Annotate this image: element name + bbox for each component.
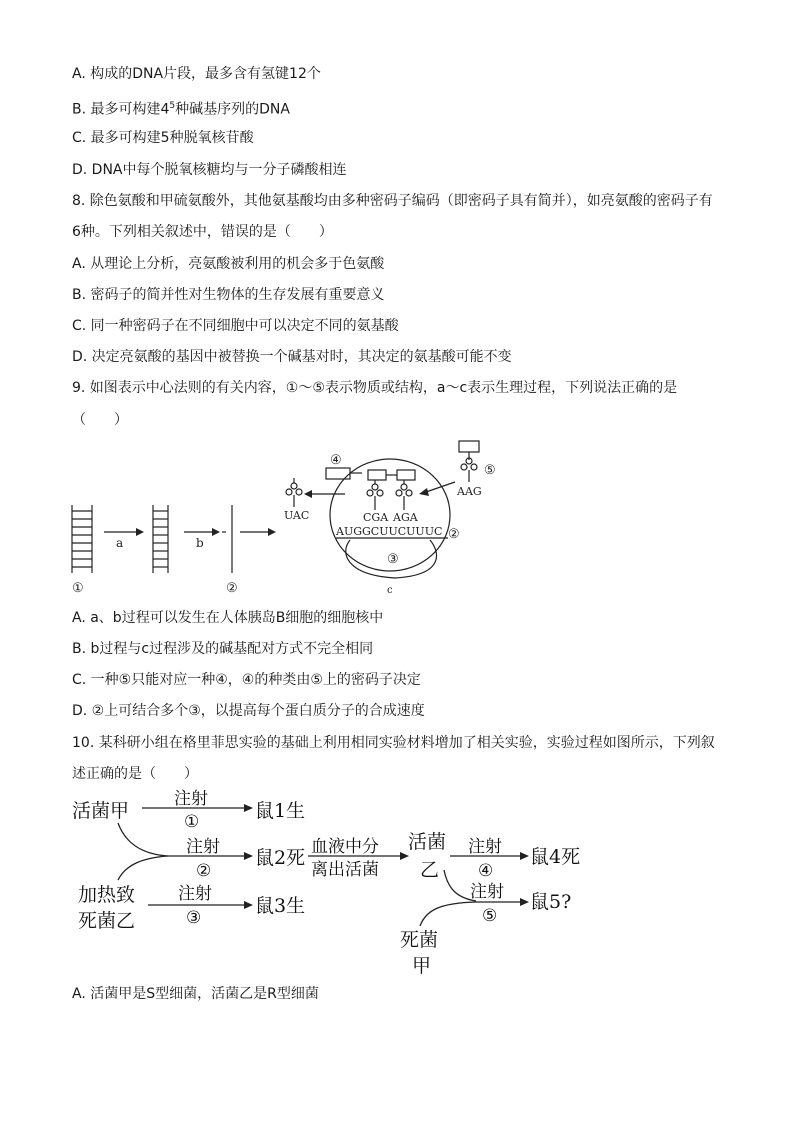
fig10-step-2: ② xyxy=(196,861,212,881)
fig10-inject-3: 注射 xyxy=(178,884,212,904)
fig10-dead-a-line2: 甲 xyxy=(412,955,432,977)
q8-option-d: D. 决定亮氨酸的基因中被替换一个碱基对时，其决定的氨基酸可能不变 xyxy=(72,349,512,365)
fig9-label-3: ③ xyxy=(387,552,399,567)
q7-option-b-post: 种碱基序列的DNA xyxy=(175,101,290,118)
fig10-step-4: ④ xyxy=(478,861,494,881)
q7-option-b-pre: B. 最多可构建4 xyxy=(72,101,170,118)
fig9-process-b: b xyxy=(196,536,204,550)
q9-option-d: D. ②上可结合多个③，以提高每个蛋白质分子的合成速度 xyxy=(72,703,425,719)
q8-option-b: B. 密码子的简并性对生物体的生存发展有重要意义 xyxy=(72,287,385,303)
q10-stem-line1: 10. 某科研小组在格里菲思实验的基础上利用相同实验材料增加了相关实验，实验过程如图所示，下列叙 xyxy=(72,735,715,751)
fig10-live-b-line1: 活菌 xyxy=(408,831,447,853)
fig9-label-2: ② xyxy=(226,581,238,596)
fig10-step-3: ③ xyxy=(186,908,202,928)
q9-stem-line1: 9. 如图表示中心法则的有关内容，①～⑤表示物质或结构，a～c表示生理过程，下列说法正确的是 xyxy=(72,380,678,396)
fig10-inject-5: 注射 xyxy=(470,882,504,902)
fig9-process-c: c xyxy=(387,585,393,596)
q7-option-d: D. DNA中每个脱氧核糖均与一分子磷酸相连 xyxy=(72,162,347,178)
q8-stem-line2: 6种。下列相关叙述中，错误的是（ ） xyxy=(72,224,333,240)
q9-option-c: C. 一种⑤只能对应一种④，④的种类由⑤上的密码子决定 xyxy=(72,672,421,688)
fig10-mouse-3: 鼠3生 xyxy=(255,895,306,917)
fig10-mouse-2: 鼠2死 xyxy=(255,847,306,869)
q7-option-b-sup: 5 xyxy=(169,101,176,111)
fig9-mrna: AUGGCUUCUUUC xyxy=(336,525,443,538)
fig9-process-a: a xyxy=(116,536,124,550)
fig10-inject-4: 注射 xyxy=(468,837,502,857)
fig9-trna-aag: AAG xyxy=(457,485,482,498)
fig9-label-1: ① xyxy=(72,581,84,596)
fig10-mouse-5: 鼠5? xyxy=(530,891,572,913)
fig9-label-5: ⑤ xyxy=(484,463,496,478)
fig9-trna-cga: CGA xyxy=(363,511,389,524)
fig10-heat-line2: 死菌乙 xyxy=(78,910,136,932)
fig10-live-a: 活菌甲 xyxy=(72,800,130,822)
fig10-mouse-1: 鼠1生 xyxy=(255,800,306,822)
fig10-inject-1: 注射 xyxy=(174,789,208,809)
fig10-blood-line2: 离出活菌 xyxy=(311,860,379,880)
fig10-mouse-4: 鼠4死 xyxy=(530,846,581,868)
q8-option-a: A. 从理论上分析，亮氨酸被利用的机会多于色氨酸 xyxy=(72,256,385,272)
fig9-trna-aga: AGA xyxy=(393,511,418,524)
fig10-live-b-line2: 乙 xyxy=(420,859,440,881)
fig9-trna-uac: UAC xyxy=(284,509,310,522)
fig10-heat-line1: 加热致 xyxy=(78,884,136,906)
q7-option-c: C. 最多可构建5种脱氧核苷酸 xyxy=(72,130,254,146)
fig10-step-5: ⑤ xyxy=(482,906,498,926)
fig10-dead-a-line1: 死菌 xyxy=(400,929,439,951)
q9-stem-line2: （ ） xyxy=(72,412,128,428)
fig10-inject-2: 注射 xyxy=(186,837,220,857)
q9-option-b: B. b过程与c过程涉及的碱基配对方式不完全相同 xyxy=(72,641,374,657)
fig9-label-4: ④ xyxy=(330,453,342,468)
q7-option-a: A. 构成的DNA片段，最多含有氢键12个 xyxy=(72,66,321,82)
q10-option-a: A. 活菌甲是S型细菌，活菌乙是R型细菌 xyxy=(72,986,319,1002)
q9-option-a: A. a、b过程可以发生在人体胰岛B细胞的细胞核中 xyxy=(72,610,384,626)
fig10-step-1: ① xyxy=(184,812,200,832)
fig10-blood-line1: 血液中分 xyxy=(311,837,379,857)
fig9-label-2b: ② xyxy=(448,527,460,542)
q8-option-c: C. 同一种密码子在不同细胞中可以决定不同的氨基酸 xyxy=(72,318,399,334)
q10-stem-line2: 述正确的是（ ） xyxy=(72,766,198,782)
q8-stem-line1: 8. 除色氨酸和甲硫氨酸外，其他氨基酸均由多种密码子编码（即密码子具有简并），如亮氨酸的密码子有 xyxy=(72,193,713,209)
